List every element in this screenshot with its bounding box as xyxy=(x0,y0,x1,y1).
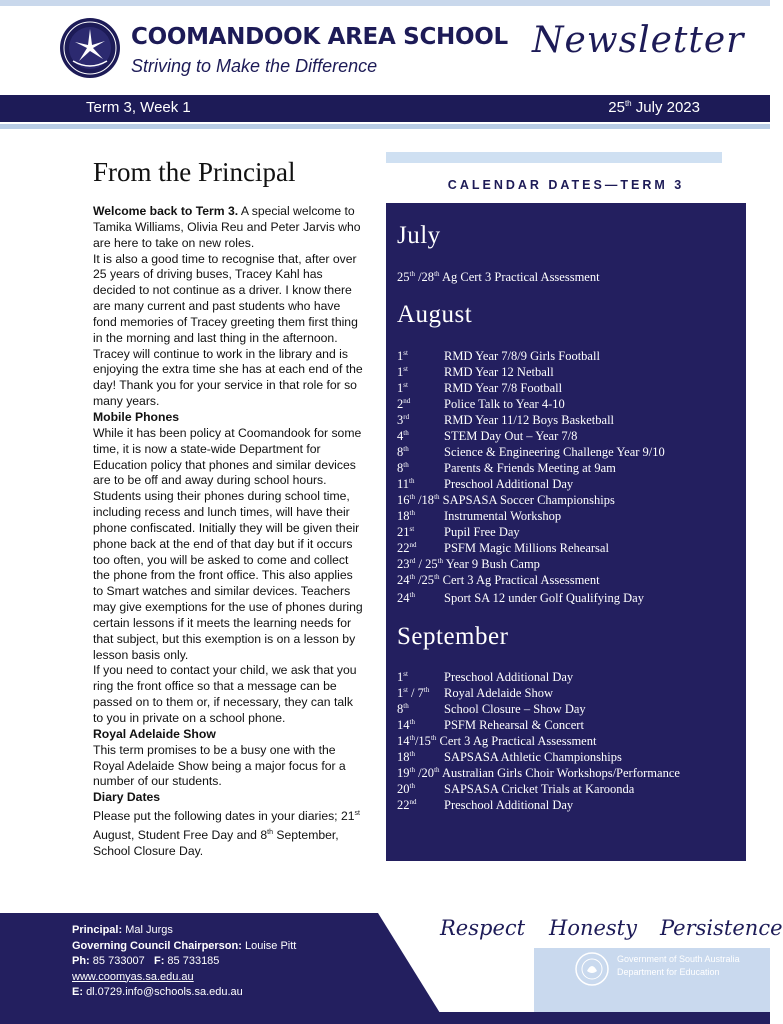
footer-contact-details xyxy=(72,923,296,1001)
calendar-event: 22nd Preschool Additional Day xyxy=(397,798,574,813)
government-crest-icon xyxy=(574,951,610,987)
calendar-event: 21st Pupil Free Day xyxy=(397,525,520,540)
principal-article xyxy=(93,204,365,860)
calendar-heading: CALENDAR DATES—TERM 3 xyxy=(447,178,685,192)
calendar-event: 20th SAPSASA Cricket Trials at Karoonda xyxy=(397,782,635,797)
calendar-event: 1st Preschool Additional Day xyxy=(397,670,574,685)
value-respect: Respect xyxy=(440,916,526,940)
top-accent-line xyxy=(0,0,770,6)
school-name: COOMANDOOK AREA SCHOOL xyxy=(131,24,508,50)
calendar-event: 14th/15th Cert 3 Ag Practical Assessment xyxy=(397,734,597,749)
gov-line-2: Department for Education xyxy=(617,967,720,977)
calendar-event: 4th STEM Day Out – Year 7/8 xyxy=(397,429,578,444)
diary-paragraph: Please put the following dates in your diaries; 21st August, Student Free Day and 8th September, School Closure Day. xyxy=(93,809,360,858)
diary-heading: Diary Dates xyxy=(93,790,161,805)
contact-paragraph: If you need to contact your child, we ask that you ring the front office so that a message can be passed on to them or, if necessary, they can talk to you in private on a school phone. xyxy=(93,663,357,725)
footer xyxy=(0,913,783,1024)
phones-paragraph: While it has been policy at Coomandook for some time, it is now a state-wide Department for Education policy that phones and similar devices are to be off and away during school hours. Students using their phones during school time, including recess and lunch times, will have their phone confiscated. Initially they will be given their phone back at the end of that day but if it occurs too often, you will be asked to come and collect the phone from the front office. This also applies to Smart watches and similar devices. Teachers may give exemptions for the use of phones during certain lessons if it meets the learning needs for that subject, but this exemption is on a lesson by lesson basis only. xyxy=(93,425,363,662)
calendar-event: 23rd / 25th Year 9 Bush Camp xyxy=(397,557,540,572)
government-text xyxy=(617,953,740,979)
calendar-event: 18th Instrumental Workshop xyxy=(397,509,562,524)
calendar-event: 24th Sport SA 12 under Golf Qualifying Day xyxy=(397,591,644,606)
issue-date: 25th July 2023 xyxy=(608,99,700,116)
calendar-event: 18th SAPSASA Athletic Championships xyxy=(397,750,622,765)
council-line: Governing Council Chairperson: Louise Pitt xyxy=(72,939,297,952)
phone-line: Ph: 85 733007 F: 85 733185 xyxy=(72,955,220,967)
calendar-box xyxy=(386,203,746,861)
calendar-event: 11th Preschool Additional Day xyxy=(397,477,574,492)
calendar-event: 25th /28th Ag Cert 3 Practical Assessment xyxy=(397,270,600,285)
phones-heading: Mobile Phones xyxy=(93,409,179,424)
value-persistence: Persistence xyxy=(660,916,783,940)
calendar-event: 1st / 7th Royal Adelaide Show xyxy=(397,686,554,701)
calendar-event: 19th /20th Australian Girls Choir Workshops/Performance xyxy=(397,766,680,781)
school-tagline: Striving to Make the Difference xyxy=(131,56,378,76)
show-heading: Royal Adelaide Show xyxy=(93,726,216,741)
principal-line: Principal: Mal Jurgs xyxy=(72,924,173,936)
term-week: Term 3, Week 1 xyxy=(86,99,191,116)
calendar-event: 16th /18th SAPSASA Soccer Championships xyxy=(397,493,615,508)
bottom-stripe xyxy=(0,1012,770,1024)
gov-line-1: Government of South Australia xyxy=(617,954,740,964)
month-august: August xyxy=(397,301,473,328)
calendar-event: 8th Parents & Friends Meeting at 9am xyxy=(397,461,616,476)
calendar-event: 8th School Closure – Show Day xyxy=(397,702,586,717)
newsletter-title: Newsletter xyxy=(532,20,745,61)
calendar-event: 14th PSFM Rehearsal & Concert xyxy=(397,718,584,733)
school-crest-logo xyxy=(59,17,121,79)
month-september: September xyxy=(397,623,509,650)
calendar-event: 24th /25th Cert 3 Ag Practical Assessment xyxy=(397,573,600,588)
tracey-paragraph: It is also a good time to recognise that, after over 25 years of driving buses, Tracey Kahl has decided to not continue as a driver. I know there are many current and past students who have fond memories of Tracey greeting them first thing in the morning and last thing in the afternoon. Tracey will continue to work in the library and is enjoying the extra time she has at each end of the day! Thank you for your service in that role for so many years. xyxy=(93,251,363,409)
calendar-event: 1st RMD Year 7/8/9 Girls Football xyxy=(397,349,600,364)
email-line[interactable]: E: dl.0729.info@schools.sa.edu.au xyxy=(72,986,243,998)
welcome-paragraph: Welcome back to Term 3. A special welcome to Tamika Williams, Olivia Reu and Peter Jarvis who are here to take on new roles. xyxy=(93,204,361,250)
show-paragraph: This term promises to be a busy one with the Royal Adelaide Show being a major focus for a number of our students. xyxy=(93,742,346,789)
principal-section-title: From the Principal xyxy=(93,157,296,187)
website-link[interactable]: www.coomyas.sa.edu.au xyxy=(72,970,194,983)
calendar-event: 3rd RMD Year 11/12 Boys Basketball xyxy=(397,413,615,428)
month-july: July xyxy=(397,222,441,249)
calendar-accent-stripe xyxy=(386,152,722,163)
calendar-event: 22nd PSFM Magic Millions Rehearsal xyxy=(397,541,609,556)
calendar-event: 1st RMD Year 12 Netball xyxy=(397,365,554,380)
value-honesty: Honesty xyxy=(549,916,637,940)
term-bar-underline xyxy=(0,124,770,129)
calendar-event: 8th Science & Engineering Challenge Year 9/10 xyxy=(397,445,665,460)
term-bar xyxy=(0,95,770,122)
calendar-event: 1st RMD Year 7/8 Football xyxy=(397,381,563,396)
calendar-event: 2nd Police Talk to Year 4-10 xyxy=(397,397,565,412)
